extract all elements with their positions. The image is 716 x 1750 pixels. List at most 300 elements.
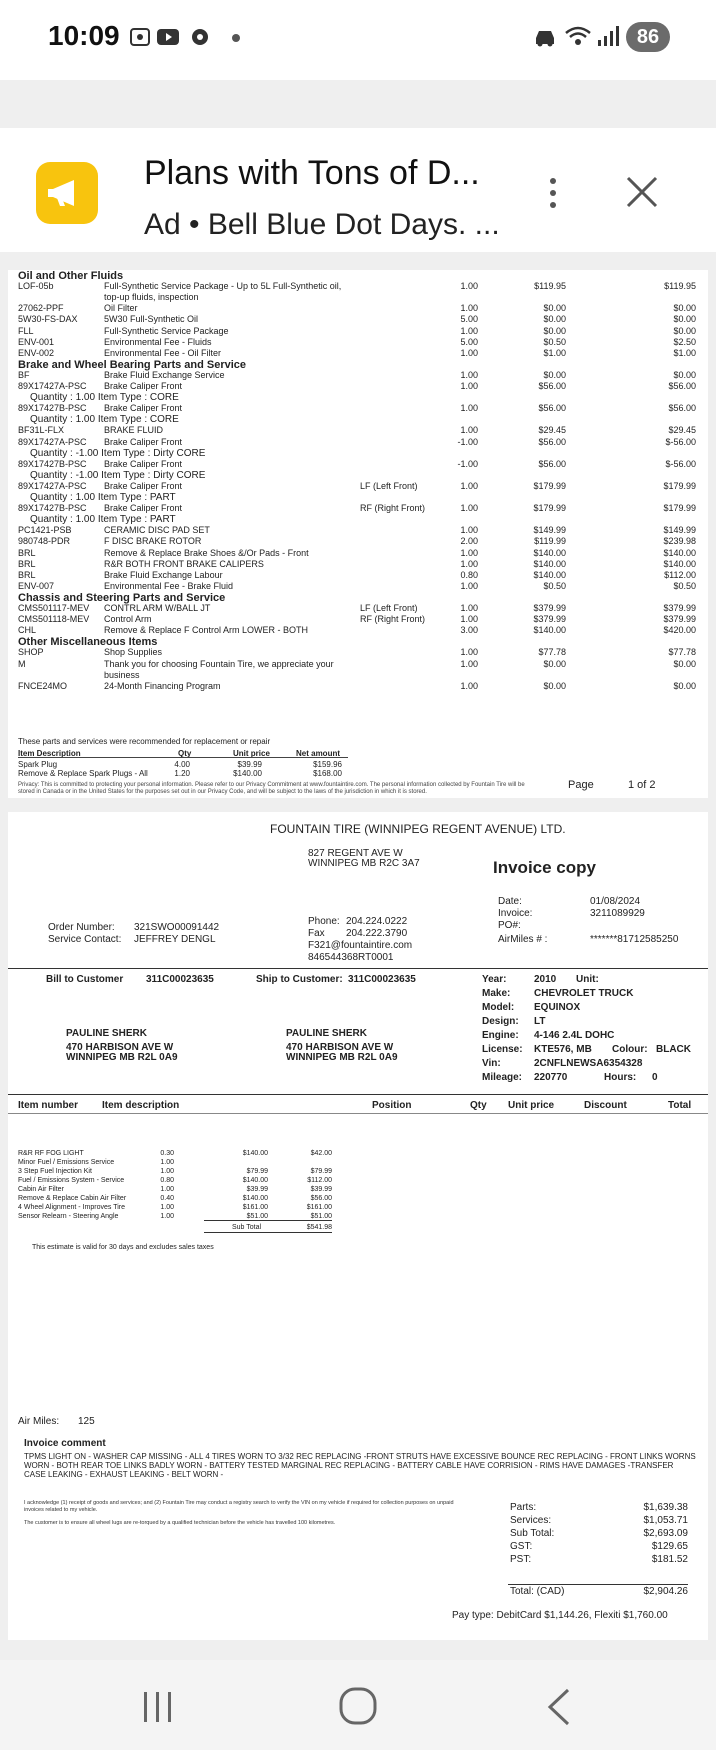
bill-to-id: 311C00023635 [146,974,214,985]
rec-header-unit: Unit price [233,749,270,758]
line-item-row [8,581,708,592]
line-item-row [8,459,708,470]
date-value: 01/08/2024 [590,896,641,907]
item-total: $0.00 [673,314,696,325]
service-contact-value: JEFFREY DENGL [134,934,216,945]
totals-label: PST: [510,1554,532,1565]
item-qty: 1.00 [460,614,478,625]
col-unit-price: Unit price [508,1100,555,1111]
estimate-qty: 0.30 [160,1150,174,1157]
line-item-row [8,481,708,492]
item-description: F DISC BRAKE ROTOR [104,536,202,547]
estimate-qty: 1.00 [160,1168,174,1175]
item-total: $0.00 [673,325,696,336]
totals-label: GST: [510,1541,533,1552]
rec-description: Remove & Replace Spark Plugs - All [18,769,148,778]
acknowledgement-note: I acknowledge (1) receipt of goods and services; and (2) Fountain Tire may conduct a registry search to verify the VIN on my vehicle if required for collection purposes on unpaid invoices related to my vehicle. [24,1500,454,1513]
item-unit-price: $119.95 [534,281,566,292]
phone-label: Phone: [308,916,340,927]
line-item-row [8,503,708,514]
item-unit-price: $77.78 [538,647,566,658]
totals-value: $129.65 [651,1541,688,1552]
invoice-value: 3211089929 [590,908,645,919]
item-description: Brake Caliper Front [104,381,183,391]
totals-value: $1,639.38 [643,1502,688,1513]
estimate-description: Sensor Relearn - Steering Angle [18,1213,119,1220]
item-position: LF (Left Front) [360,480,418,491]
section-heading: Brake and Wheel Bearing Parts and Service [18,358,247,371]
vin-label: Vin: [482,1058,501,1069]
car-icon [532,26,558,48]
item-unit-price: $29.45 [538,425,566,436]
item-unit-price: $140.00 [533,569,566,580]
item-qty: 3.00 [460,625,478,636]
ship-address-1: 470 HARBISON AVE W [286,1042,394,1053]
totals-value: $181.52 [651,1554,688,1565]
phone-value: 204.224.0222 [346,916,408,927]
item-total: $77.78 [668,647,696,658]
year-value: 2010 [534,974,557,985]
item-unit-price: $0.00 [543,303,566,314]
totals-label: Sub Total: [510,1528,555,1539]
item-unit-price: $56.00 [538,458,566,469]
make-value: CHEVROLET TRUCK [534,988,634,999]
item-unit-price: $379.99 [533,614,566,625]
item-qty: 1.00 [460,580,478,591]
home-icon[interactable] [338,1686,378,1726]
air-miles-value: 125 [78,1416,95,1427]
item-unit-price: $0.00 [543,314,566,325]
item-description: Brake Caliper Front [104,436,183,447]
item-description: Brake Fluid Exchange Service [104,369,225,380]
company-name: FOUNTAIN TIRE (WINNIPEG REGENT AVENUE) LTD. [270,822,566,836]
item-code: 89X17427A-PSC [18,436,87,447]
item-description: Environmental Fee - Brake Fluid [104,580,234,591]
air-miles-label: Air Miles: [18,1416,60,1427]
ad-banner[interactable] [0,128,716,252]
item-unit-price: $0.00 [543,325,566,336]
rec-description: Spark Plug [18,760,58,769]
divider [8,1094,708,1095]
item-description: Oil Filter [104,303,138,314]
line-item-row [8,337,708,348]
item-total: $119.95 [664,281,696,292]
estimate-description: 3 Step Fuel Injection Kit [18,1168,92,1175]
divider [204,1220,332,1221]
line-item-row [8,525,708,536]
item-unit-price: $0.00 [543,658,566,669]
item-code: 89X17427B-PSC [18,403,87,414]
rec-qty: 1.20 [174,769,190,778]
line-item-row [8,437,708,448]
invoice-page-2 [8,812,708,1640]
item-total: $56.00 [668,381,696,391]
col-qty: Qty [470,1100,487,1111]
item-code: 5W30-FS-DAX [18,314,78,325]
notification-dot-icon [232,34,240,42]
item-total: $149.99 [663,525,696,536]
invoice-page-1 [8,270,708,798]
estimate-total: $79.99 [310,1168,332,1175]
item-code: BRL [18,569,36,580]
item-total: $112.00 [664,569,696,580]
estimate-description: Minor Fuel / Emissions Service [18,1159,115,1166]
estimate-unit-price: $161.00 [242,1204,268,1211]
subtotal-value: $541.98 [306,1224,332,1231]
bill-address-1: 470 HARBISON AVE W [66,1042,174,1053]
rec-unit-price: $140.00 [233,769,262,778]
recent-apps-icon[interactable] [140,1690,176,1724]
item-type-note: Quantity : 1.00 Item Type : CORE [30,392,179,404]
item-description: Brake Caliper Front [104,403,183,414]
airmiles-value: *******81712585250 [590,934,679,945]
item-qty: 1.00 [460,480,478,491]
divider [8,1113,708,1114]
back-icon[interactable] [546,1688,572,1726]
page-number: 1 of 2 [628,779,656,791]
totals-label: Services: [510,1515,552,1526]
line-item-row [8,670,708,681]
subtotal-label: Sub Total [232,1224,262,1231]
ad-title[interactable]: Plans with Tons of D... [144,154,480,192]
line-item-row [8,647,708,658]
more-options-icon[interactable] [548,176,558,210]
item-description: Shop Supplies [104,647,163,658]
fax-label: Fax [308,928,325,939]
item-type-note: Quantity : 1.00 Item Type : PART [30,492,176,503]
line-item-row [8,348,708,359]
item-description: Environmental Fee - Oil Filter [104,347,222,358]
estimate-unit-price: $51.00 [246,1213,268,1220]
item-code: LOF-05b [18,281,54,292]
order-number-label: Order Number: [48,922,115,933]
item-qty: 2.00 [460,536,478,547]
item-unit-price: $179.99 [533,503,566,514]
divider [8,968,708,969]
item-qty: 1.00 [460,680,478,691]
item-qty: 1.00 [460,558,478,569]
totals-value: $2,693.09 [643,1528,688,1539]
section-heading: Chassis and Steering Parts and Service [18,591,226,604]
item-unit-price: $379.99 [533,603,566,613]
item-total: $-56.00 [665,458,696,469]
estimate-description: R&R RF FOG LIGHT [18,1150,84,1157]
item-description: 5W30 Full-Synthetic Oil [104,314,199,325]
item-qty: 1.00 [460,403,478,414]
ship-address-2: WINNIPEG MB R2L 0A9 [286,1052,398,1063]
grand-total-label: Total: (CAD) [510,1586,565,1597]
estimate-unit-price: $140.00 [242,1177,268,1184]
col-item-description: Item description [102,1100,180,1111]
item-description: Control Arm [104,614,152,625]
item-description: Brake Caliper Front [104,458,183,469]
item-qty: 5.00 [460,314,478,325]
item-unit-price: $149.99 [533,525,566,536]
item-total: $379.99 [663,614,696,625]
item-qty: 1.00 [460,658,478,669]
privacy-note: Privacy: This is committed to protecting your personal information. Please refer to our Privacy Commitment at www.fountaintire.com. The personal information collected by Fountain Tire will be stored in Canada or in the United States for the purposes set out in our Privacy Code, and will be subject to the laws of the jurisdiction in which it is stored. [18,782,525,795]
item-unit-price: $0.00 [543,369,566,380]
rec-net-amount: $168.00 [313,769,342,778]
item-code: CMS501117-MEV [18,603,90,613]
estimate-description: Cabin Air Filter [18,1186,64,1193]
item-qty: 1.00 [460,347,478,358]
estimate-qty: 0.40 [160,1195,174,1202]
line-item-row [8,281,708,292]
line-item-row [8,326,708,337]
order-number-value: 321SWO00091442 [134,922,220,933]
line-item-row [8,681,708,692]
ad-subtitle[interactable]: Ad • Bell Blue Dot Days. ... [144,208,500,241]
col-position: Position [372,1100,412,1111]
item-unit-price: $56.00 [538,436,566,447]
item-description: Brake Caliper Front [104,480,183,491]
estimate-total: $39.99 [310,1186,332,1193]
year-label: Year: [482,974,507,985]
estimate-description: Remove & Replace Cabin Air Filter [18,1195,127,1202]
line-item-row [8,614,708,625]
item-description: business [104,669,140,680]
estimate-total: $161.00 [306,1204,332,1211]
status-time: 10:09 [48,20,120,51]
estimate-total: $51.00 [310,1213,332,1220]
wifi-icon [564,24,592,48]
item-qty: -1.00 [457,458,478,469]
email-value: F321@fountaintire.com [308,940,413,951]
engine-label: Engine: [482,1030,519,1041]
item-description: Thank you for choosing Fountain Tire, we appreciate your [104,658,334,669]
item-qty: -1.00 [457,436,478,447]
line-item-row [8,625,708,636]
license-label: License: [482,1044,523,1055]
col-item-number: Item number [18,1100,79,1111]
item-description: CONTRL ARM W/BALL JT [104,603,211,613]
bill-to-label: Bill to Customer [46,974,124,985]
item-code: 89X17427B-PSC [18,458,87,469]
estimate-unit-price: $140.00 [242,1150,268,1157]
unit-label: Unit: [576,974,599,985]
status-bar [0,0,716,80]
item-qty: 1.00 [460,503,478,514]
item-code: BRL [18,547,36,558]
estimate-qty: 1.00 [160,1204,174,1211]
estimate-description: 4 Wheel Alignment - Improves Tire [18,1204,125,1211]
item-total: $-56.00 [665,436,696,447]
col-total: Total [668,1100,692,1111]
item-total: $2.50 [673,336,696,347]
fax-value: 204.222.3790 [346,928,408,939]
estimate-qty: 0.80 [160,1177,174,1184]
item-total: $0.00 [673,369,696,380]
item-code: BF31L-FLX [18,425,65,436]
item-qty: 1.00 [460,325,478,336]
close-icon[interactable] [622,172,662,212]
service-contact-label: Service Contact: [48,934,122,945]
item-code: BRL [18,558,36,569]
line-item-row [8,559,708,570]
item-description: Environmental Fee - Fluids [104,336,212,347]
item-position: RF (Right Front) [360,614,426,625]
po-label: PO#: [498,920,521,931]
divider [508,1584,688,1585]
battery-icon: 86 [626,22,670,52]
section-heading: Other Miscellaneous Items [18,636,158,649]
item-code: ENV-001 [18,336,55,347]
item-qty: 1.00 [460,547,478,558]
item-type-note: Quantity : -1.00 Item Type : Dirty CORE [30,469,206,481]
divider [18,757,348,758]
vin-value: 2CNFLNEWSA6354328 [534,1058,643,1069]
bill-address-2: WINNIPEG MB R2L 0A9 [66,1052,178,1063]
estimate-row [8,1211,708,1222]
item-code: FNCE24MO [18,680,68,691]
item-code: SHOP [18,647,44,658]
item-unit-price: $179.99 [533,480,566,491]
item-code: BF [18,369,30,380]
section-heading: Oil and Other Fluids [18,270,124,282]
item-position: LF (Left Front) [360,603,418,613]
item-total: $0.00 [673,680,696,691]
item-unit-price: $56.00 [538,381,566,391]
item-unit-price: $56.00 [538,403,566,414]
hours-value: 0 [652,1072,658,1083]
estimate-unit-price: $79.99 [246,1168,268,1175]
line-item-row [8,303,708,314]
item-code: ENV-002 [18,347,55,358]
rec-qty: 4.00 [174,760,190,769]
rec-header-net: Net amount [296,749,340,758]
ship-to-label: Ship to Customer: [256,974,343,985]
rec-unit-price: $39.99 [237,760,262,769]
youtube-icon [156,26,180,48]
model-label: Model: [482,1002,515,1013]
invoice-comment: TPMS LIGHT ON - WASHER CAP MISSING - ALL 4 TIRES WORN TO 3/32 REC REPLACING -FRONT STRUTS HAVE EXCESSIVE BOUNCE REC REPLACING - FRONT LINKS WORNS WORN - BOTH REAR TOE LINKS BADLY WORN - BATTERY TESTED MARGINAL REC REPLACING - BATTERY CABLE HAVE CORRISION - RIMS HAVE DAMAGES -TRANSFER CASE LEAKING - EXHAUST LEAKING - BELT WORN - [24,1452,696,1479]
item-unit-price: $0.50 [543,580,566,591]
invoice-label: Invoice: [498,908,533,919]
estimate-qty: 1.00 [160,1159,174,1166]
item-total: $0.50 [673,580,696,591]
totals-value: $1,053.71 [643,1515,688,1526]
item-qty: 0.80 [460,569,478,580]
gst-number: 846544368RT0001 [308,952,394,963]
estimate-total: $112.00 [307,1177,332,1184]
item-unit-price: $140.00 [533,558,566,569]
item-total: $179.99 [663,480,696,491]
item-total: $140.00 [663,558,696,569]
address-line-2: WINNIPEG MB R2C 3A7 [308,858,420,869]
item-total: $379.99 [663,603,696,613]
item-description: 24-Month Financing Program [104,680,221,691]
estimate-note: This estimate is valid for 30 days and excludes sales taxes [32,1244,214,1251]
estimate-total: $42.00 [310,1150,332,1157]
item-type-note: Quantity : -1.00 Item Type : Dirty CORE [30,447,206,459]
item-unit-price: $0.00 [543,680,566,691]
totals-label: Parts: [510,1502,537,1513]
rec-header-desc: Item Description [18,749,81,758]
item-description: Full-Synthetic Service Package - Up to 5L Full-Synthetic oil, [104,281,342,292]
item-code: FLL [18,325,34,336]
estimate-unit-price: $39.99 [246,1186,268,1193]
model-value: EQUINOX [534,1002,581,1013]
item-code: 89X17427B-PSC [18,503,87,514]
line-item-row [8,425,708,436]
item-description: Remove & Replace Brake Shoes &/Or Pads - Front [104,547,309,558]
item-description: top-up fluids, inspection [104,292,199,303]
item-total: $1.00 [673,347,696,358]
make-label: Make: [482,988,511,999]
item-qty: 1.00 [460,381,478,391]
date-label: Date: [498,896,522,907]
item-total: $29.45 [668,425,696,436]
item-description: Brake Fluid Exchange Labour [104,569,223,580]
item-type-note: Quantity : 1.00 Item Type : CORE [30,414,179,426]
item-qty: 1.00 [460,281,478,292]
line-item-row [8,659,708,670]
item-qty: 1.00 [460,525,478,536]
line-item-row [8,381,708,392]
item-description: R&R BOTH FRONT BRAKE CALIPERS [104,558,264,569]
item-description: CERAMIC DISC PAD SET [104,525,210,536]
item-total: $420.00 [663,625,696,636]
item-description: Remove & Replace F Control Arm LOWER - BOTH [104,625,309,636]
item-code: 980748-PDR [18,536,71,547]
item-qty: 1.00 [460,303,478,314]
document-title: Invoice copy [493,858,596,877]
item-code: CHL [18,625,37,636]
recommend-note: These parts and services were recommended for replacement or repair [18,737,271,746]
item-description: BRAKE FLUID [104,425,164,436]
settings-icon [188,26,212,48]
colour-label: Colour: [612,1044,648,1055]
megaphone-icon[interactable] [36,162,98,224]
divider [204,1232,332,1233]
item-unit-price: $0.50 [543,336,566,347]
page-label: Page [568,779,594,791]
rec-header-qty: Qty [178,749,192,758]
item-total: $0.00 [673,303,696,314]
estimate-total: $56.00 [310,1195,332,1202]
wheel-lug-note: The customer is to ensure all wheel lugs are re-torqued by a qualified technician before the vehicle has travelled 100 kilometres. [24,1520,336,1526]
item-code: PC1421-PSB [18,525,72,536]
item-unit-price: $1.00 [543,347,566,358]
line-item-row [8,292,708,303]
item-code: 89X17427A-PSC [18,381,87,391]
item-code: CMS501118-MEV [18,614,90,625]
signal-icon [596,24,620,48]
line-item-row [8,603,708,614]
bill-name: PAULINE SHERK [66,1028,147,1039]
item-code: ENV-007 [18,580,55,591]
line-item-row [8,548,708,559]
item-unit-price: $140.00 [533,625,566,636]
estimate-qty: 1.00 [160,1186,174,1193]
item-code: M [18,658,26,669]
design-label: Design: [482,1016,519,1027]
mileage-label: Mileage: [482,1072,523,1083]
col-discount: Discount [584,1100,627,1111]
line-item-row [8,570,708,581]
estimate-qty: 1.00 [160,1213,174,1220]
line-item-row [8,536,708,547]
line-item-row [8,370,708,381]
item-code: 89X17427A-PSC [18,480,87,491]
estimate-description: Fuel / Emissions System - Service [18,1177,125,1184]
line-item-row [8,403,708,414]
comment-heading: Invoice comment [24,1438,106,1449]
ship-name: PAULINE SHERK [286,1028,367,1039]
estimate-unit-price: $140.00 [242,1195,268,1202]
item-qty: 1.00 [460,369,478,380]
